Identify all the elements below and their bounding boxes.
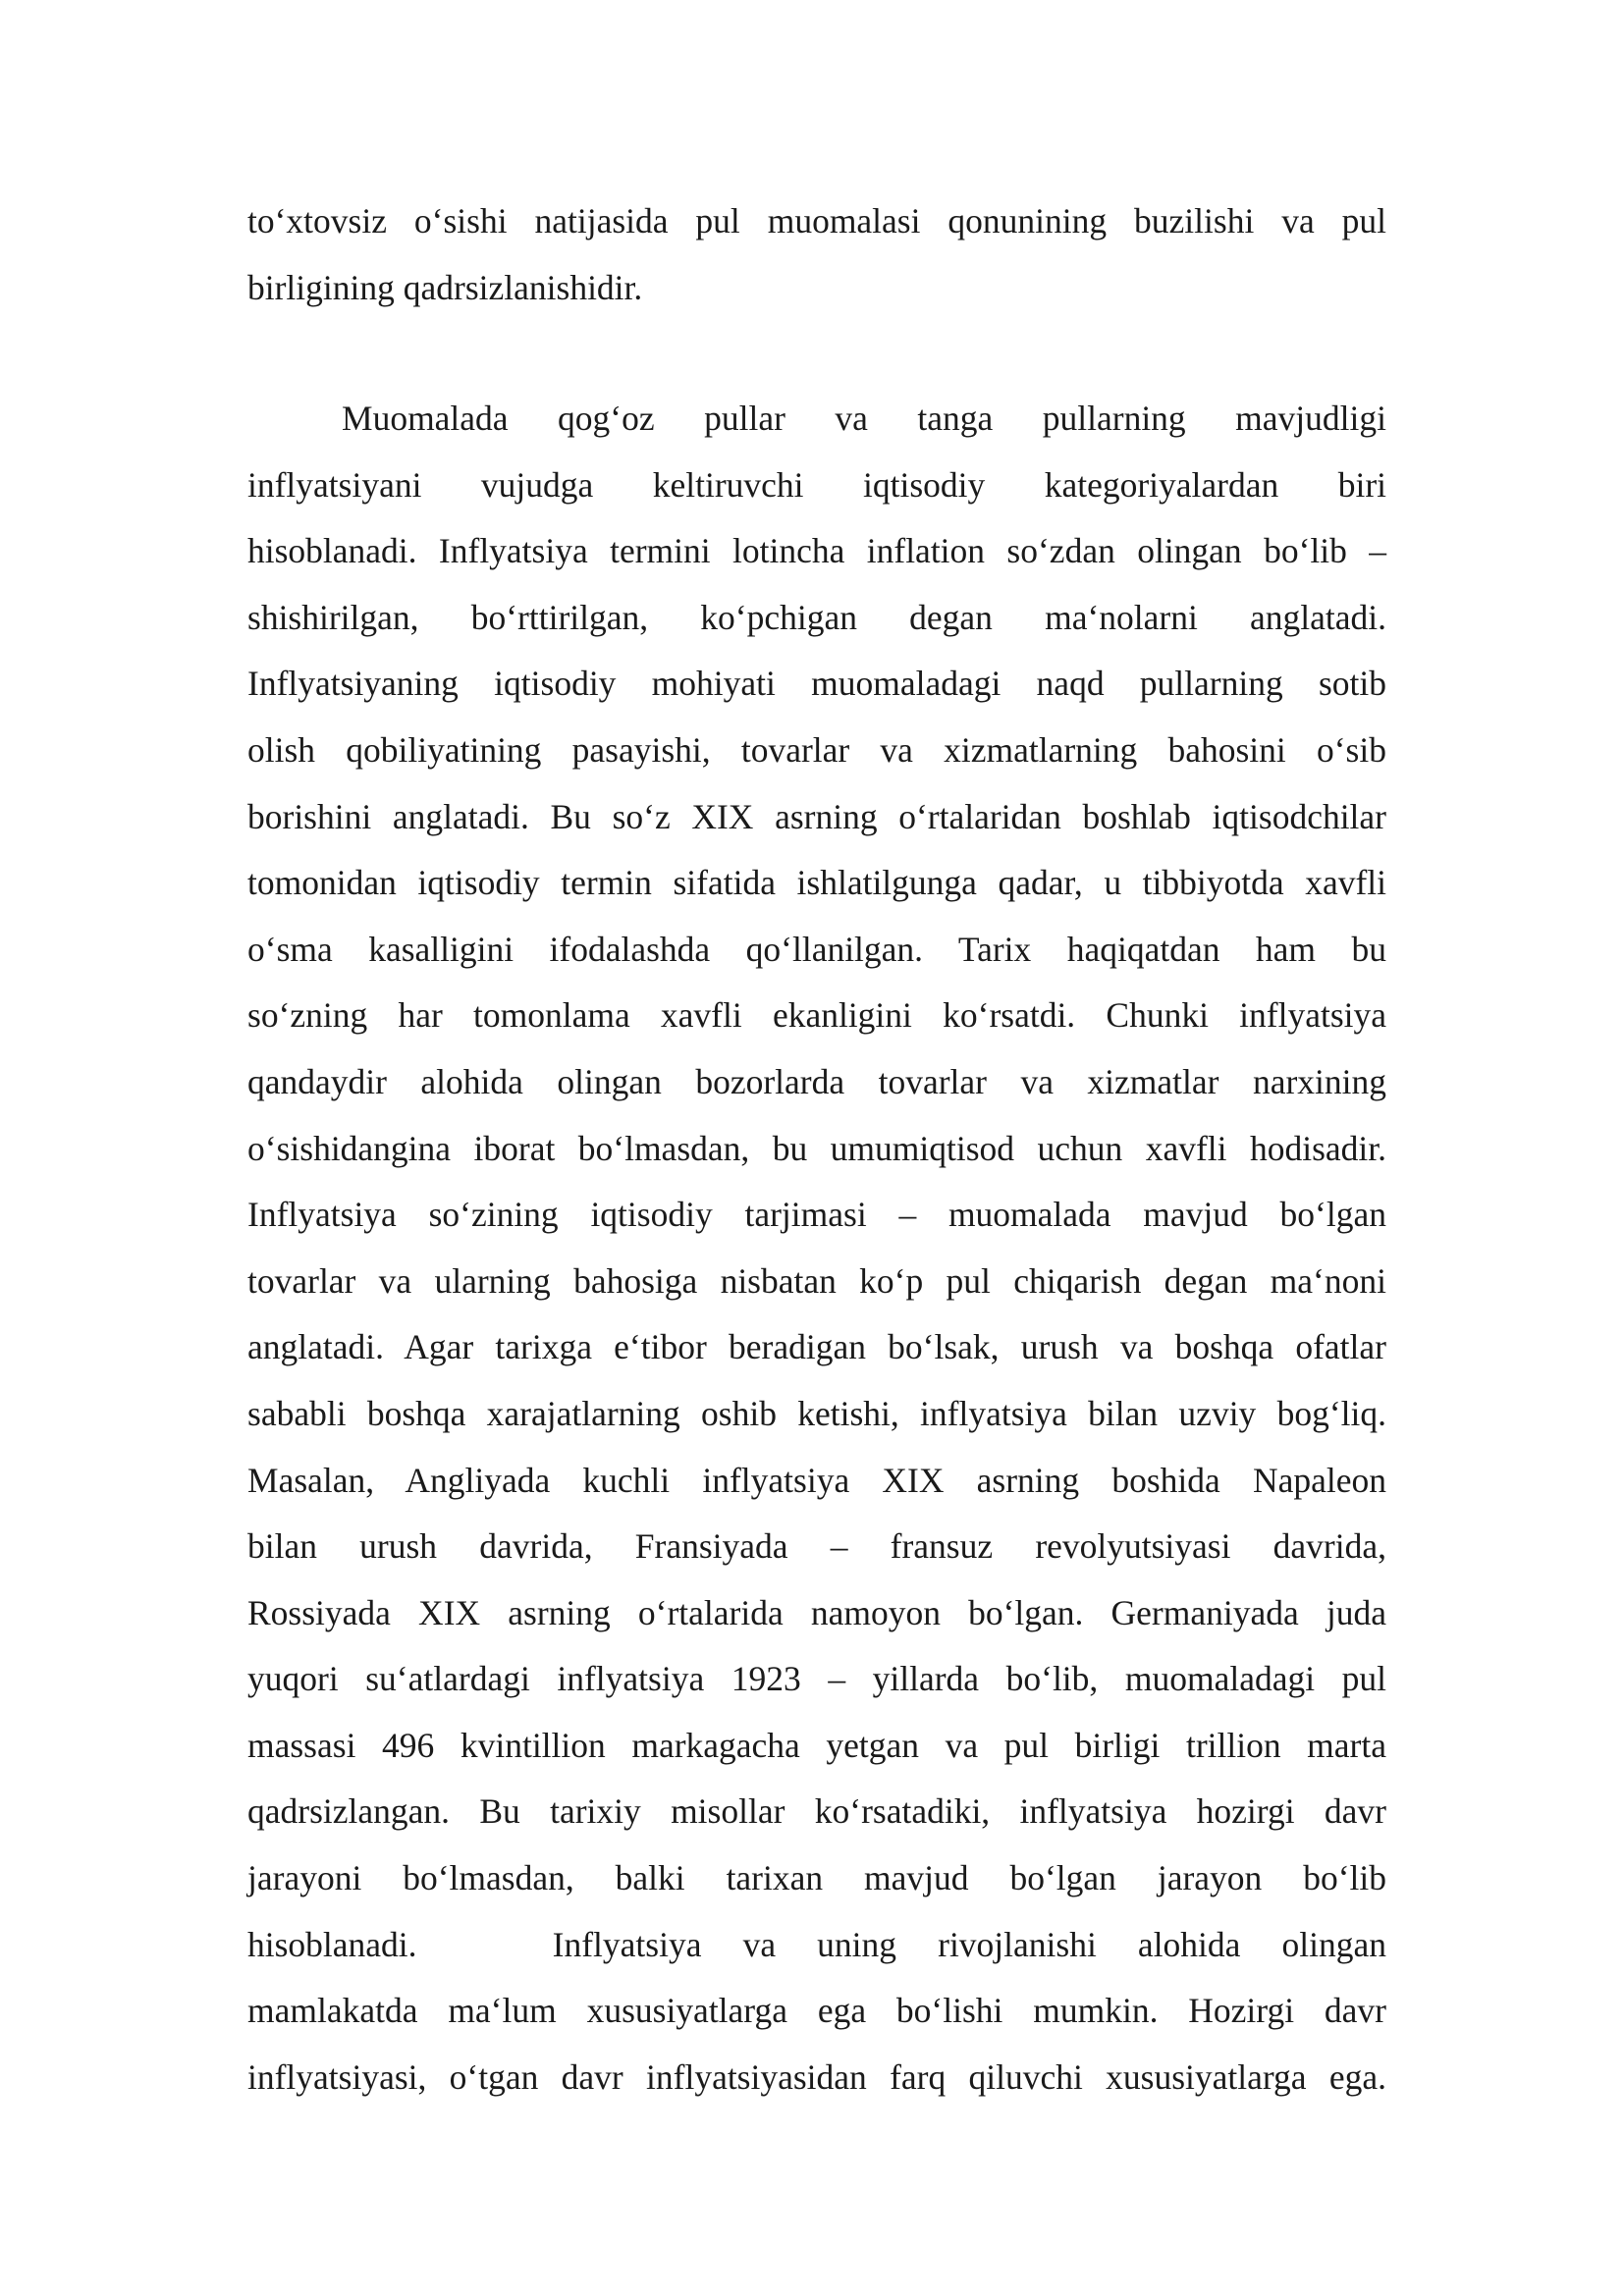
text-line: jarayoni bo‘lmasdan, balki tarixan mavjud bo‘lgan jarayon bo‘lib (247, 1858, 1386, 1898)
text-line: inflyatsiyasi, o‘tgan davr inflyatsiyasidan farq qiluvchi xususiyatlarga ega. (247, 2056, 1386, 2097)
text-line: sababli boshqa xarajatlarning oshib ketishi, inflyatsiya bilan uzviy bog‘liq. (247, 1393, 1386, 1433)
paragraph-1 (247, 188, 1386, 321)
text-line: o‘sishidangina iborat bo‘lmasdan, bu umumiqtisod uchun xavfli hodisadir. (247, 1128, 1386, 1168)
text-line: to‘xtovsiz o‘sishi natijasida pul muomalasi qonunining buzilishi va pul (247, 201, 1386, 240)
text-segment: hisoblanadi. (247, 1924, 417, 1964)
text-line: Inflyatsiya so‘zining iqtisodiy tarjimasi – muomalada mavjud bo‘lgan (247, 1195, 1386, 1235)
text-line: tomonidan iqtisodiy termin sifatida ishlatilgunga qadar, u tibbiyotda xavfli (247, 863, 1386, 903)
text-line: Muomalada qog‘oz pullar va tanga pullarning mavjudligi (342, 399, 1386, 438)
text-line: birligining qadrsizlanishidir. (247, 267, 643, 307)
text-line: inflyatsiyani vujudga keltiruvchi iqtisodiy kategoriyalardan biri (247, 464, 1386, 505)
text-line: tovarlar va ularning bahosiga nisbatan ko‘p pul chiqarish degan ma‘noni (247, 1260, 1386, 1301)
text-line: mamlakatda ma‘lum xususiyatlarga ega bo‘lishi mumkin. Hozirgi davr (247, 1991, 1386, 2031)
paragraph-2 (247, 386, 1386, 2110)
text-line: Inflyatsiyaning iqtisodiy mohiyati muomaladagi naqd pullarning sotib (247, 664, 1386, 704)
split-text-line (247, 1912, 1386, 1979)
text-line: anglatadi. Agar tarixga e‘tibor beradigan bo‘lsak, urush va boshqa ofatlar (247, 1327, 1386, 1367)
text-line: qadrsizlangan. Bu tarixiy misollar ko‘rsatadiki, inflyatsiya hozirgi davr (247, 1791, 1386, 1832)
text-line: yuqori su‘atlardagi inflyatsiya 1923 – yillarda bo‘lib, muomaladagi pul (247, 1659, 1386, 1699)
text-line: olish qobiliyatining pasayishi, tovarlar va xizmatlarning bahosini o‘sib (247, 729, 1386, 770)
text-line: shishirilgan, bo‘rttirilgan, ko‘pchigan degan ma‘nolarni anglatadi. (247, 597, 1386, 637)
text-line: qandaydir alohida olingan bozorlarda tovarlar va xizmatlar narxining (247, 1061, 1386, 1101)
text-line: so‘zning har tomonlama xavfli ekanligini ko‘rsatdi. Chunki inflyatsiya (247, 995, 1386, 1036)
text-line: o‘sma kasalligini ifodalashda qo‘llanilgan. Tarix haqiqatdan ham bu (247, 929, 1386, 969)
text-line: borishini anglatadi. Bu so‘z XIX asrning o‘rtalaridan boshlab iqtisodchilar (247, 796, 1386, 836)
text-line: Masalan, Angliyada kuchli inflyatsiya XIX asrning boshida Napaleon (247, 1460, 1386, 1500)
text-line: massasi 496 kvintillion markagacha yetgan va pul birligi trillion marta (247, 1725, 1386, 1765)
text-line: bilan urush davrida, Fransiyada – fransuz revolyutsiyasi davrida, (247, 1526, 1386, 1567)
text-line: Rossiyada XIX asrning o‘rtalarida namoyon bo‘lgan. Germaniyada juda (247, 1592, 1386, 1632)
text-line: hisoblanadi. Inflyatsiya termini lotincha inflation so‘zdan olingan bo‘lib – (247, 531, 1386, 571)
text-segment: Inflyatsiya va uning rivojlanishi alohida olingan (552, 1924, 1386, 1964)
